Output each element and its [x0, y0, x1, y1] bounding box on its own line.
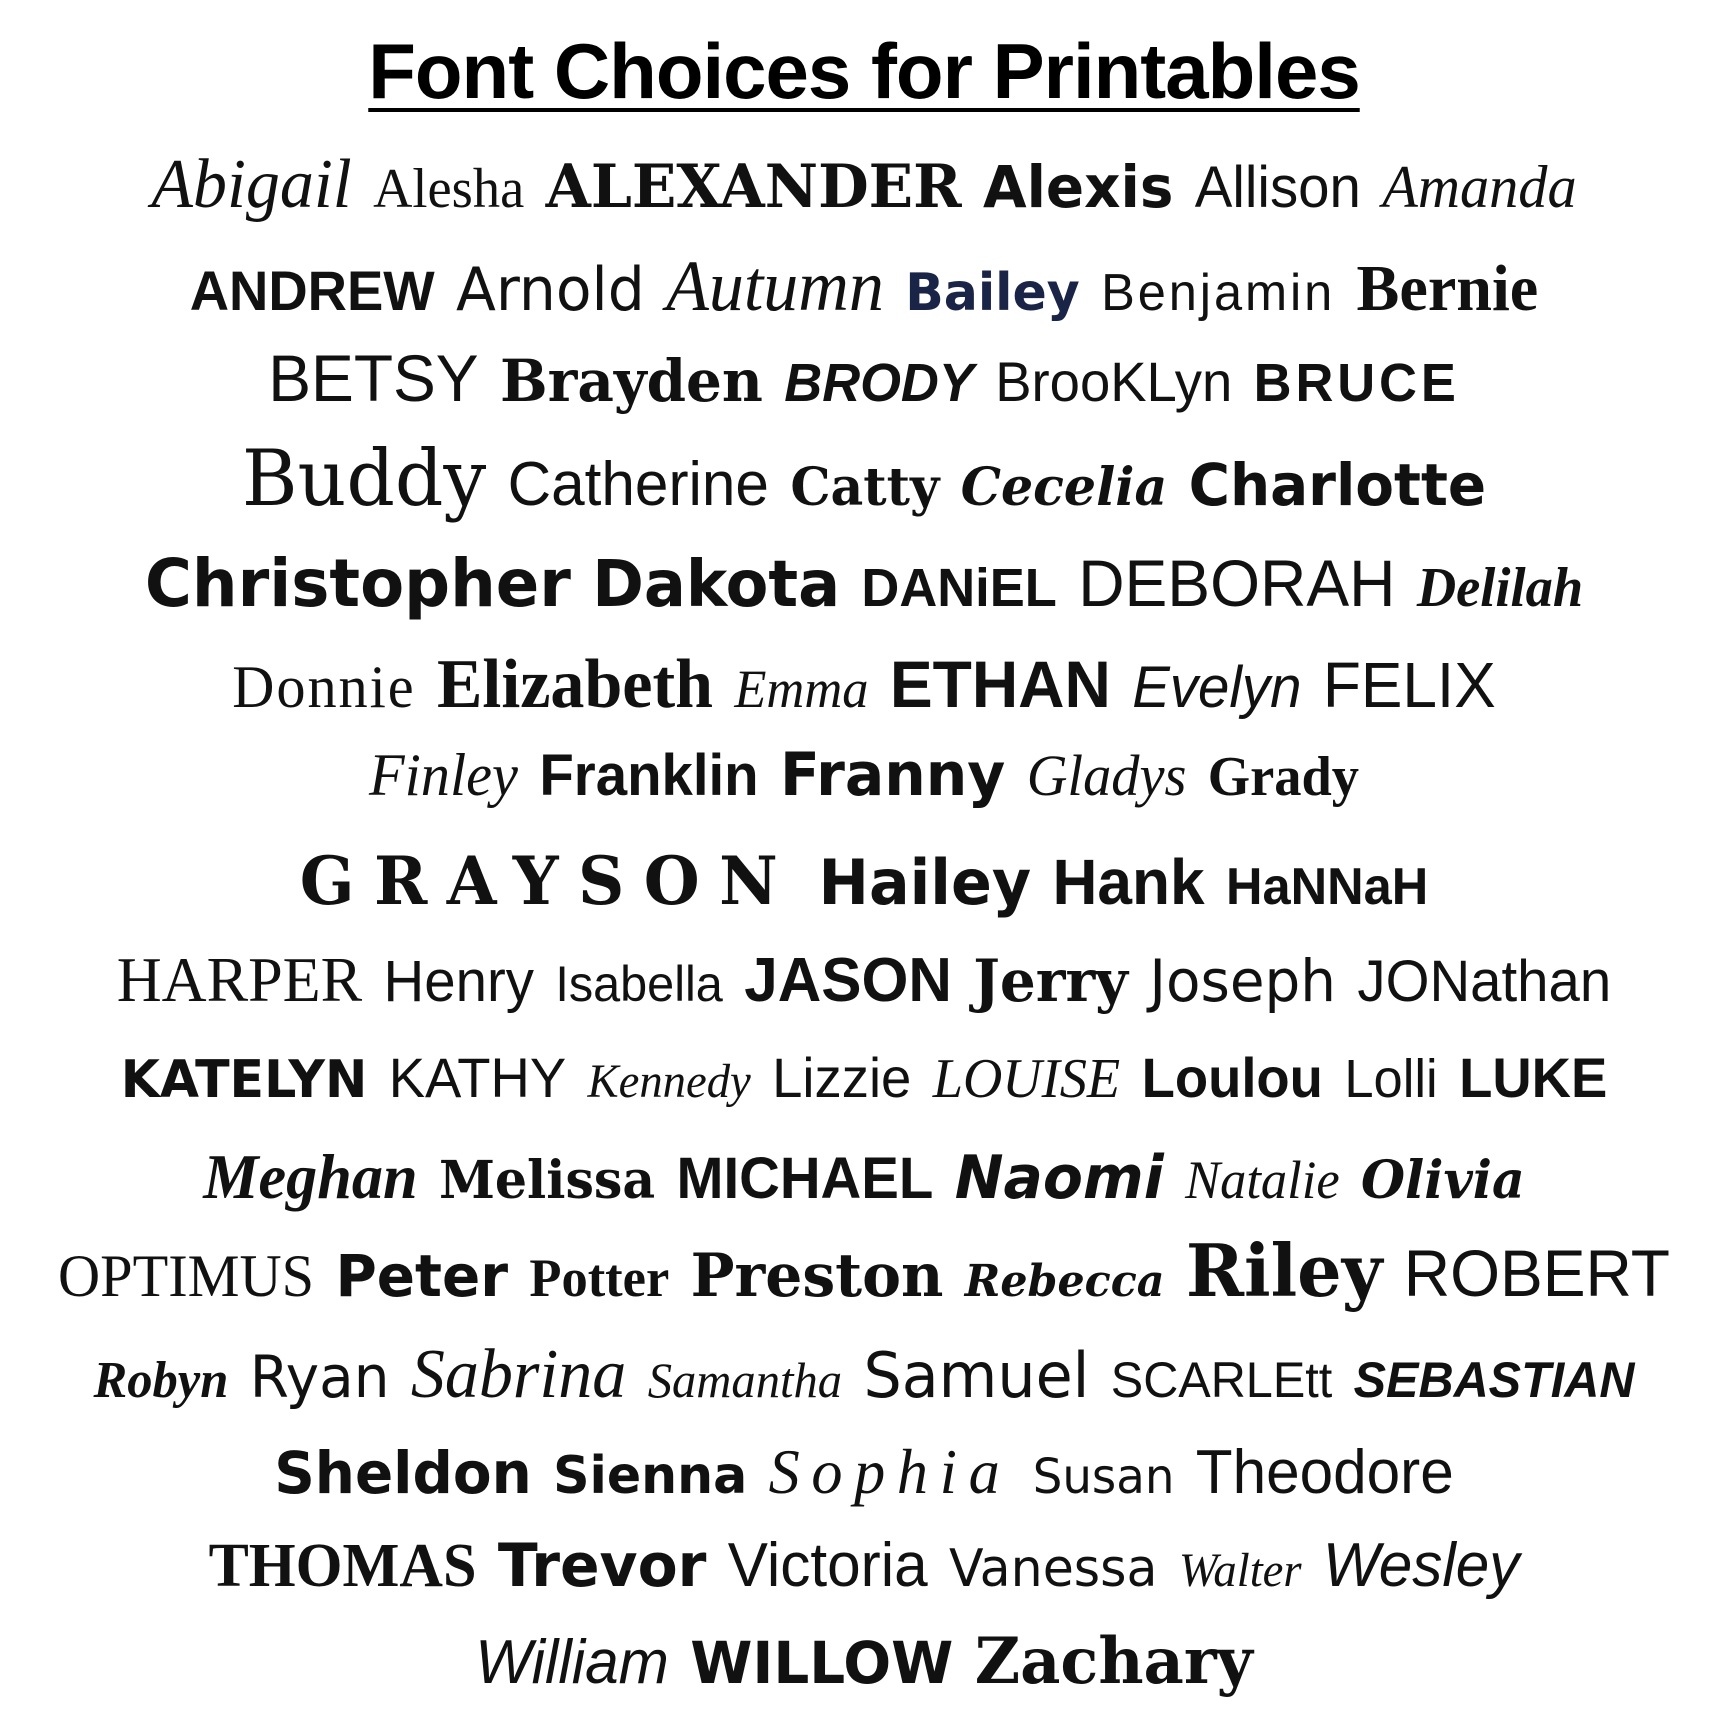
font-sample-bruce: BRUCE — [1253, 353, 1460, 413]
font-row-13 — [24, 1336, 1704, 1413]
font-sample-grayson: GRAYSON — [299, 842, 798, 920]
font-sample-riley: Riley — [1185, 1228, 1383, 1313]
font-sample-henry: Henry — [383, 949, 534, 1014]
font-sample-potter: Potter — [529, 1248, 670, 1308]
font-sample-bailey: Bailey — [905, 263, 1080, 323]
font-sample-louise: LOUISE — [932, 1048, 1121, 1110]
font-sample-walter: Walter — [1178, 1544, 1302, 1597]
font-sample-allison: Allison — [1194, 155, 1361, 220]
font-sample-jerry: Jerry — [973, 947, 1128, 1015]
page-title: Font Choices for Printables — [368, 27, 1360, 115]
font-sample-jason: JASON — [744, 946, 952, 1015]
font-sample-daniel: DANiEL — [861, 558, 1057, 618]
font-row-10 — [24, 1046, 1704, 1110]
font-sample-buddy: Buddy — [241, 434, 487, 524]
font-row-1 — [24, 146, 1704, 223]
font-sample-bernie: Bernie — [1356, 252, 1539, 325]
font-sample-gladys: Gladys — [1026, 743, 1187, 808]
font-row-11 — [24, 1141, 1704, 1213]
font-row-7 — [24, 740, 1704, 810]
font-sample-brooklyn: BrooKLyn — [995, 350, 1233, 413]
font-sample-autumn: Autumn — [666, 246, 884, 326]
font-sample-franklin: Franklin — [539, 743, 759, 808]
font-row-5 — [24, 545, 1704, 622]
font-sample-arnold: Arnold — [456, 255, 645, 325]
font-row-16 — [24, 1624, 1704, 1699]
font-sample-melissa: Melissa — [438, 1150, 656, 1211]
font-sample-ryan: Ryan — [249, 1343, 390, 1411]
font-sample-joseph: Joseph — [1149, 947, 1337, 1015]
font-sample-william: William — [475, 1628, 669, 1697]
font-sample-vanessa: Vanessa — [949, 1539, 1158, 1599]
font-row-6 — [24, 646, 1704, 723]
font-sample-abigail: Abigail — [151, 146, 352, 223]
font-row-4 — [24, 434, 1704, 524]
font-sample-sebastian: SEBASTIAN — [1353, 1352, 1635, 1408]
font-sample-hank: Hank — [1052, 846, 1205, 918]
font-sample-donnie: Donnie — [232, 654, 416, 720]
font-sample-harper: HARPER — [116, 944, 363, 1015]
font-sample-benjamin: Benjamin — [1101, 264, 1336, 322]
font-sample-meghan: Meghan — [203, 1141, 418, 1212]
font-sample-kennedy: Kennedy — [587, 1055, 751, 1108]
font-sample-peter: Peter — [335, 1242, 509, 1310]
font-row-3 — [24, 341, 1704, 415]
font-sample-jonathan: JONathan — [1357, 949, 1612, 1014]
font-sample-catty: Catty — [790, 457, 940, 518]
font-sample-rebecca: Rebecca — [964, 1256, 1165, 1307]
font-sample-felix: FELIX — [1322, 649, 1496, 721]
font-sample-susan: Susan — [1032, 1449, 1175, 1505]
font-sample-victoria: Victoria — [727, 1531, 928, 1600]
font-sample-loulou: Loulou — [1141, 1046, 1323, 1109]
font-sample-christopher: Christopher — [144, 545, 571, 622]
font-sample-sienna: Sienna — [553, 1446, 748, 1506]
font-row-12 — [24, 1228, 1704, 1313]
font-sample-alexis: Alexis — [982, 153, 1174, 221]
font-sample-luke: LUKE — [1459, 1046, 1608, 1109]
font-sample-hailey: Hailey — [818, 846, 1032, 919]
font-sample-naomi: Naomi — [954, 1143, 1164, 1213]
font-sample-scarlett: SCARLEtt — [1110, 1352, 1333, 1408]
font-sample-samantha: Samantha — [647, 1352, 843, 1408]
font-sample-olivia: Olivia — [1361, 1150, 1525, 1211]
font-sample-brayden: Brayden — [499, 347, 763, 415]
font-sample-preston: Preston — [690, 1241, 944, 1311]
font-row-15 — [24, 1531, 1704, 1601]
font-sample-grady: Grady — [1207, 746, 1360, 808]
font-sample-kathy: KATHY — [388, 1046, 567, 1109]
font-sample-brody: BRODY — [784, 353, 974, 413]
font-sample-cecelia: Cecelia — [960, 457, 1168, 518]
font-sample-natalie: Natalie — [1185, 1150, 1340, 1210]
font-sample-samuel: Samuel — [863, 1339, 1090, 1412]
font-sample-franny: Franny — [780, 740, 1006, 810]
font-sample-thomas: THOMAS — [208, 1532, 477, 1600]
font-sample-robyn: Robyn — [93, 1352, 229, 1409]
font-sample-robert: ROBERT — [1403, 1236, 1670, 1310]
font-sample-katelyn: KATELYN — [120, 1050, 368, 1110]
font-sample-dakota: Dakota — [592, 548, 841, 622]
font-sample-theodore: Theodore — [1195, 1438, 1454, 1507]
font-sample-emma: Emma — [734, 659, 869, 719]
font-sample-charlotte: Charlotte — [1188, 451, 1487, 519]
font-sample-optimus: OPTIMUS — [58, 1243, 315, 1309]
font-sample-finley: Finley — [368, 742, 518, 808]
font-sample-hannah: HaNNaH — [1226, 858, 1429, 916]
font-sample-alesha: Alesha — [373, 158, 525, 220]
font-sample-catherine: Catherine — [507, 450, 769, 519]
font-row-2 — [24, 246, 1704, 326]
font-row-9 — [24, 944, 1704, 1015]
font-sample-isabella: Isabella — [555, 956, 723, 1012]
font-sample-amanda: Amanda — [1382, 154, 1577, 220]
font-sample-betsy: BETSY — [268, 341, 479, 415]
font-sample-michael: MICHAEL — [676, 1146, 934, 1211]
font-sample-zachary: Zachary — [974, 1624, 1253, 1699]
font-sample-sheldon: Sheldon — [274, 1439, 532, 1507]
font-row-14 — [24, 1436, 1704, 1507]
font-sample-alexander: ALEXANDER — [545, 152, 962, 222]
font-sample-wesley: Wesley — [1322, 1531, 1520, 1600]
font-sample-lolli: Lolli — [1344, 1049, 1438, 1109]
font-sample-evelyn: Evelyn — [1132, 655, 1302, 720]
font-sample-ethan: ETHAN — [889, 647, 1111, 721]
font-sample-deborah: DEBORAH — [1078, 546, 1396, 620]
font-sample-lizzie: Lizzie — [772, 1046, 912, 1109]
font-sample-elizabeth: Elizabeth — [437, 646, 713, 723]
font-sample-trevor: Trevor — [497, 1531, 707, 1601]
font-sample-delilah: Delilah — [1416, 557, 1584, 619]
page-title-wrap — [0, 26, 1728, 117]
font-sample-sophia: Sophia — [768, 1436, 1012, 1507]
font-row-8 — [24, 842, 1704, 920]
font-sample-willow: WILLOW — [690, 1629, 954, 1697]
font-sample-andrew: ANDREW — [189, 259, 435, 322]
font-sample-sabrina: Sabrina — [410, 1336, 627, 1413]
